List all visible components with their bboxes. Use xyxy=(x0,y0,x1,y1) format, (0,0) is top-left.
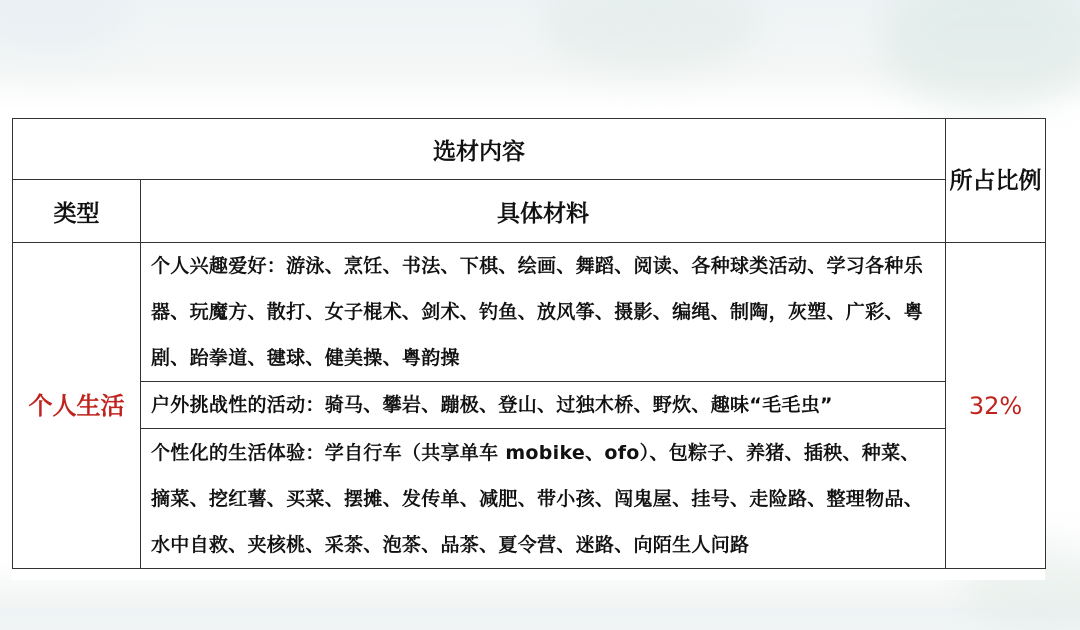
header-type: 类型 xyxy=(13,180,141,243)
header-material: 具体材料 xyxy=(141,180,946,243)
material-table xyxy=(12,118,1046,569)
material-table-container xyxy=(12,118,1045,580)
row-ratio: 32% xyxy=(946,243,1046,569)
header-content: 选材内容 xyxy=(13,119,946,180)
material-outdoor: 户外挑战性的活动：骑马、攀岩、蹦极、登山、过独木桥、野炊、趣味“毛毛虫” xyxy=(141,382,946,429)
background-decoration xyxy=(540,0,760,70)
material-hobbies: 个人兴趣爱好：游泳、烹饪、书法、下棋、绘画、舞蹈、阅读、各种球类活动、学习各种乐器、玩魔方、散打、女子棍术、剑术、钓鱼、放风筝、摄影、编绳、制陶，灰塑、广彩、粤剧、跆拳道、毽球、健美操、粤韵操 xyxy=(141,243,946,382)
background-decoration xyxy=(880,0,1080,110)
material-life-experience: 个性化的生活体验：学自行车（共享单车 mobike、ofo）、包粽子、养猪、插秧、种菜、摘菜、挖红薯、买菜、摆摊、发传单、减肥、带小孩、闯鬼屋、挂号、走险路、整理物品、水中自救、夹核桃、采茶、泡茶、品茶、夏令营、迷路、向陌生人问路 xyxy=(141,429,946,569)
header-ratio: 所占比例 xyxy=(946,119,1046,243)
row-type: 个人生活 xyxy=(13,243,141,569)
background-decoration xyxy=(0,0,130,60)
